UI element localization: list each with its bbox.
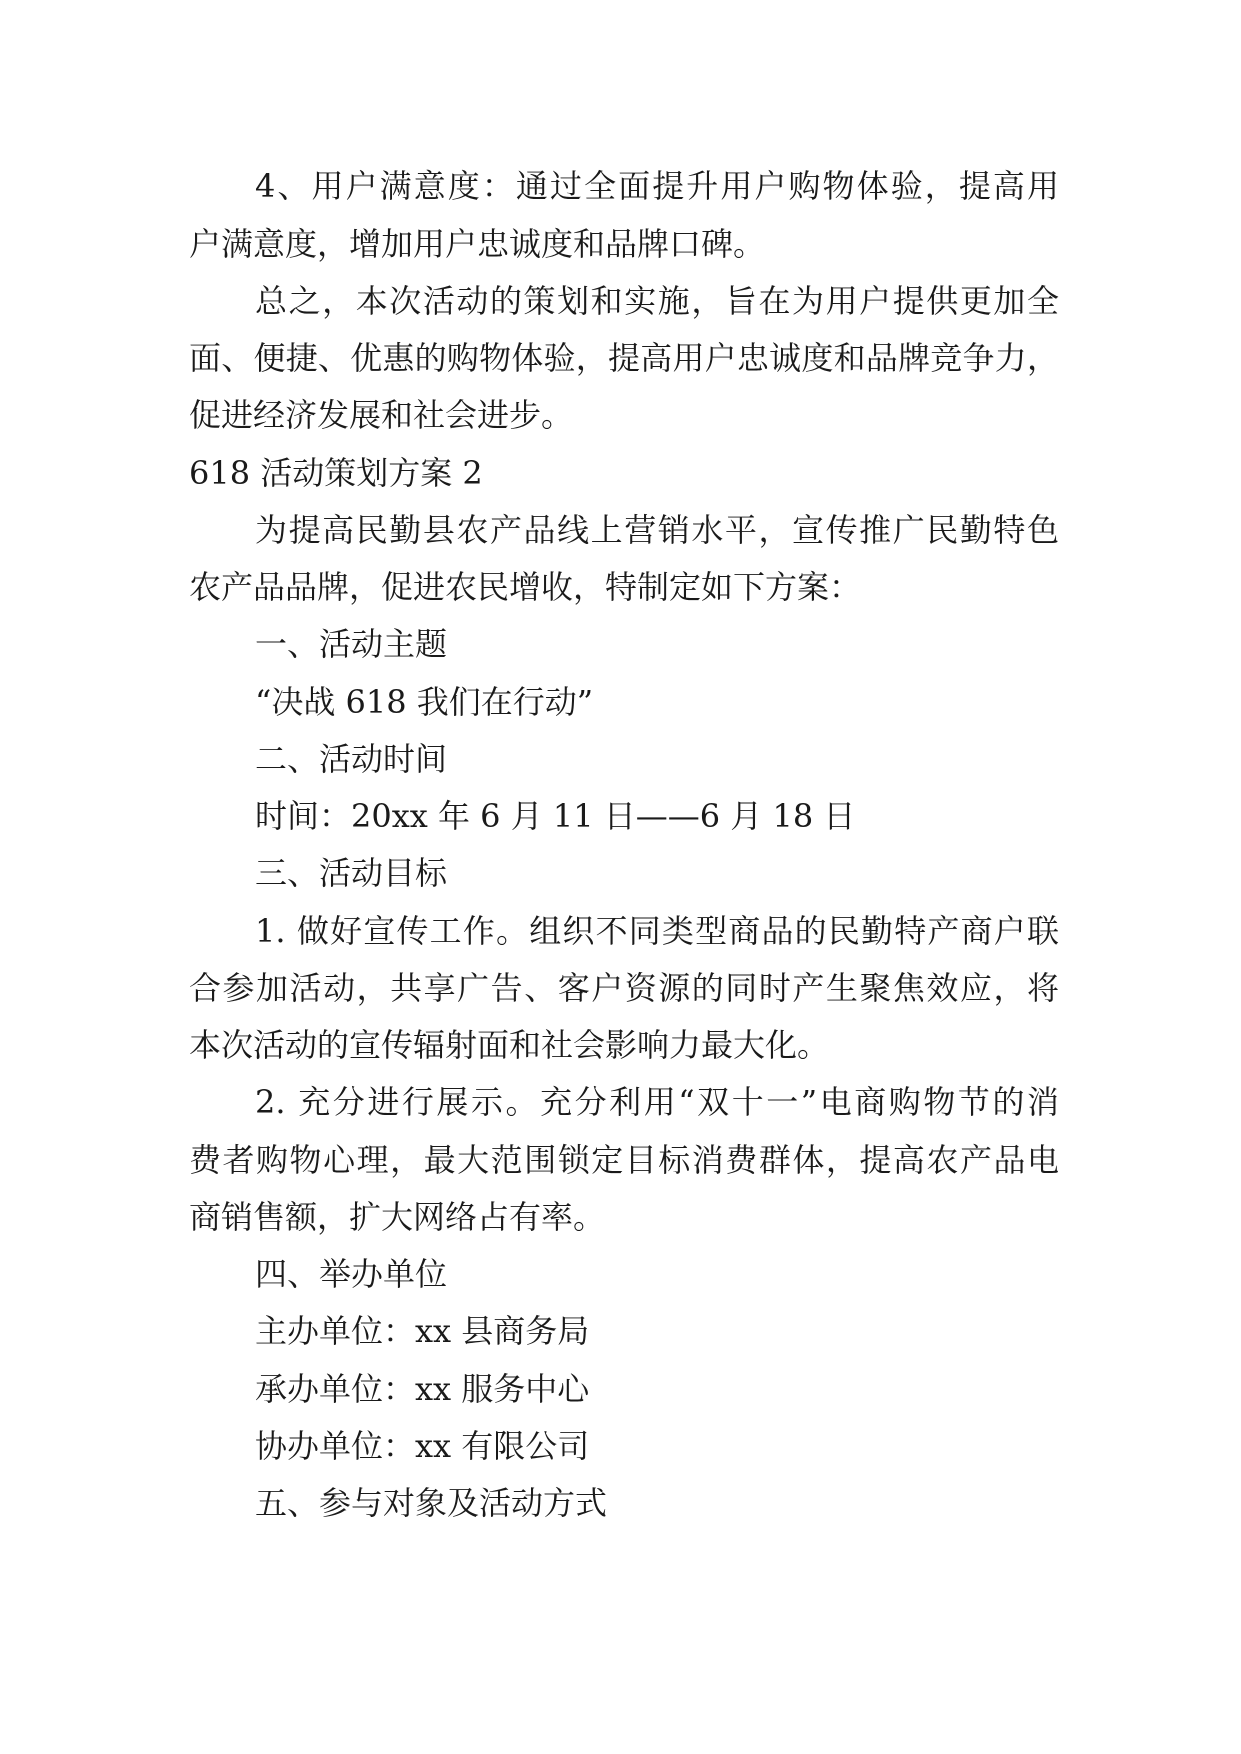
- paragraph-line: 农产品品牌，促进农民增收，特制定如下方案：: [189, 568, 862, 606]
- organizer-host: 主办单位：xx 县商务局: [255, 1312, 590, 1350]
- paragraph-line: 1. 做好宣传工作。组织不同类型商品的民勤特产商户联: [255, 912, 1059, 950]
- activity-time: 时间：20xx 年 6 月 11 日——6 月 18 日: [255, 797, 856, 835]
- paragraph-line: 户满意度，增加用户忠诚度和品牌口碑。: [189, 225, 766, 263]
- paragraph-line: 面、便捷、优惠的购物体验，提高用户忠诚度和品牌竞争力，: [189, 339, 1059, 377]
- paragraph-line: 2. 充分进行展示。充分利用“双十一”电商购物节的消: [255, 1083, 1059, 1121]
- heading-participants: 五、参与对象及活动方式: [255, 1484, 608, 1522]
- section-title: 618 活动策划方案 2: [189, 454, 483, 492]
- theme-slogan: “决战 618 我们在行动”: [255, 683, 594, 721]
- paragraph-line: 4、用户满意度：通过全面提升用户购物体验，提高用: [255, 167, 1059, 205]
- heading-goals: 三、活动目标: [255, 854, 448, 892]
- heading-time: 二、活动时间: [255, 740, 448, 778]
- heading-organizers: 四、举办单位: [255, 1255, 448, 1293]
- paragraph-line: 为提高民勤县农产品线上营销水平，宣传推广民勤特色: [255, 511, 1059, 549]
- organizer-undertaker: 承办单位：xx 服务中心: [255, 1370, 590, 1408]
- paragraph-line: 总之，本次活动的策划和实施，旨在为用户提供更加全: [255, 282, 1059, 320]
- paragraph-line: 合参加活动，共享广告、客户资源的同时产生聚焦效应，将: [189, 969, 1059, 1007]
- paragraph-line: 费者购物心理，最大范围锁定目标消费群体，提高农产品电: [189, 1141, 1059, 1179]
- heading-theme: 一、活动主题: [255, 625, 448, 663]
- paragraph-line: 促进经济发展和社会进步。: [189, 396, 574, 434]
- organizer-assistant: 协办单位：xx 有限公司: [255, 1427, 590, 1465]
- paragraph-line: 本次活动的宣传辐射面和社会影响力最大化。: [189, 1026, 830, 1064]
- paragraph-line: 商销售额，扩大网络占有率。: [189, 1198, 606, 1236]
